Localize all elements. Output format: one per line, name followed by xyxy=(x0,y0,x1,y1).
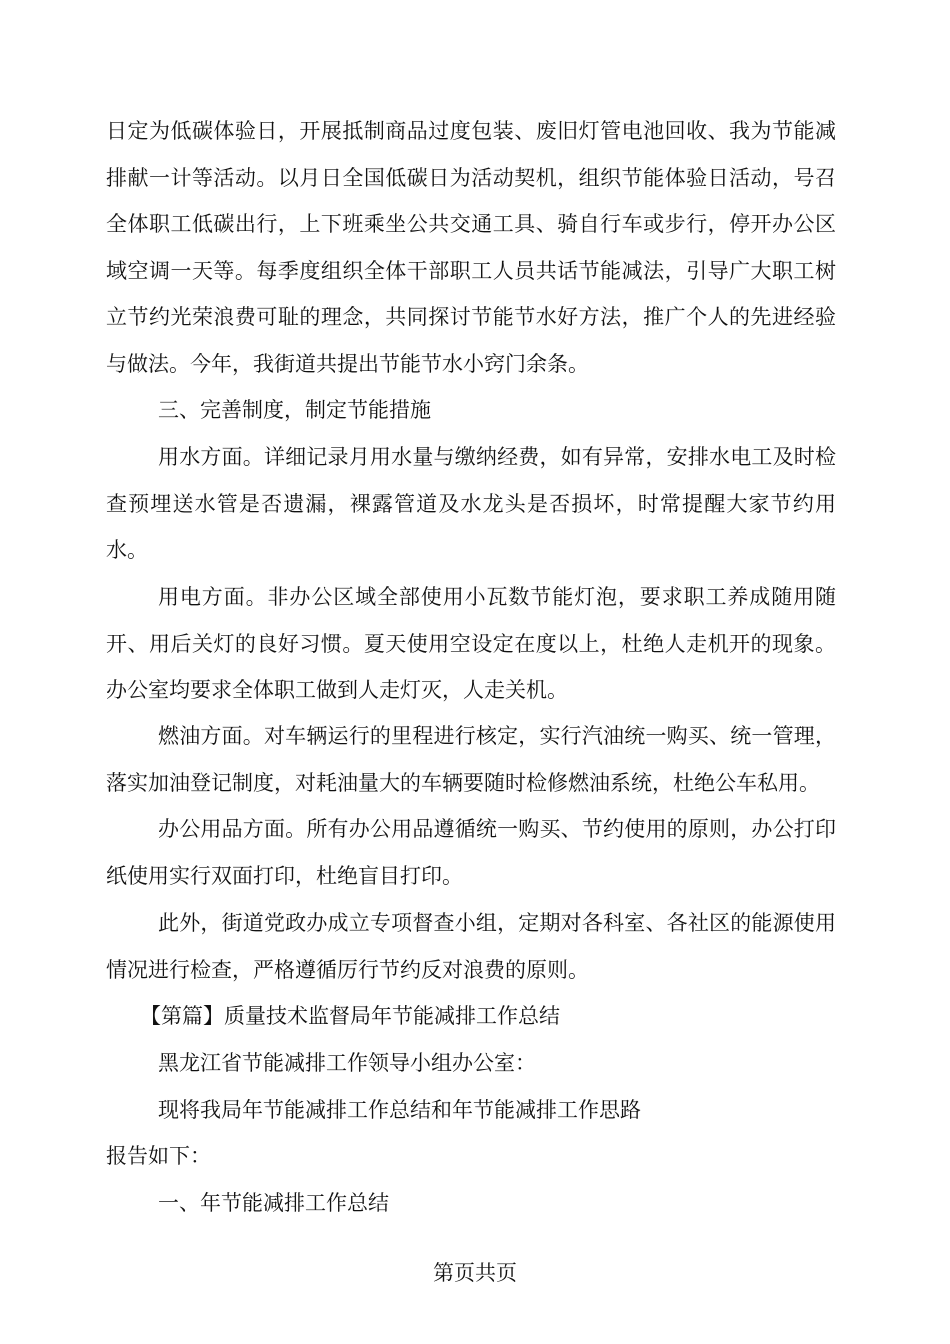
paragraph-office-supplies: 办公用品方面。所有办公用品遵循统一购买、节约使用的原则，办公打印纸使用实行双面打印，杜绝盲目打印。 xyxy=(106,817,836,888)
paragraph-electricity-use: 用电方面。非办公区域全部使用小瓦数节能灯泡，要求职工养成随用随开、用后关灯的良好习惯。夏天使用空设定在度以上，杜绝人走机开的现象。办公室均要求全体职工做到人走灯灭，人走关机。 xyxy=(106,585,836,702)
page-footer: 第页共页 xyxy=(433,1261,517,1285)
paragraph-water-use: 用水方面。详细记录月用水量与缴纳经费，如有异常，安排水电工及时检查预埋送水管是否遗漏，裸露管道及水龙头是否损坏，时常提醒大家节约用水。 xyxy=(106,445,836,562)
paragraph-supervision-group: 此外，街道党政办成立专项督查小组，定期对各科室、各社区的能源使用情况进行检查，严格遵循厉行节约反对浪费的原则。 xyxy=(106,911,836,982)
section-heading-improve-system: 三、完善制度，制定节能措施 xyxy=(158,398,431,422)
intro-line: 现将我局年节能减排工作总结和年节能减排工作思路 xyxy=(158,1098,641,1122)
section-heading-summary: 一、年节能减排工作总结 xyxy=(158,1191,389,1215)
report-line: 报告如下： xyxy=(106,1144,211,1168)
article-title-quality-bureau: 【第篇】质量技术监督局年节能减排工作总结 xyxy=(140,1004,560,1028)
paragraph-fuel-use: 燃油方面。对车辆运行的里程进行核定，实行汽油统一购买、统一管理，落实加油登记制度，对耗油量大的车辆要随时检修燃油系统，杜绝公车私用。 xyxy=(106,724,836,795)
paragraph-low-carbon-activities: 日定为低碳体验日，开展抵制商品过度包装、废旧灯管电池回收、我为节能减排献一计等活动。以月日全国低碳日为活动契机，组织节能体验日活动，号召全体职工低碳出行，上下班乘坐公共交通工具、骑自行车或步行，停开办公区域空调一天等。每季度组织全体干部职工人员共话节能减法，引导广大职工树立节约光荣浪费可耻的理念，共同探讨节能节水好方法，推广个人的先进经验与做法。今年，我街道共提出节能节水小窍门余条。 xyxy=(106,119,836,376)
addressee-line: 黑龙江省节能减排工作领导小组办公室： xyxy=(158,1051,536,1075)
